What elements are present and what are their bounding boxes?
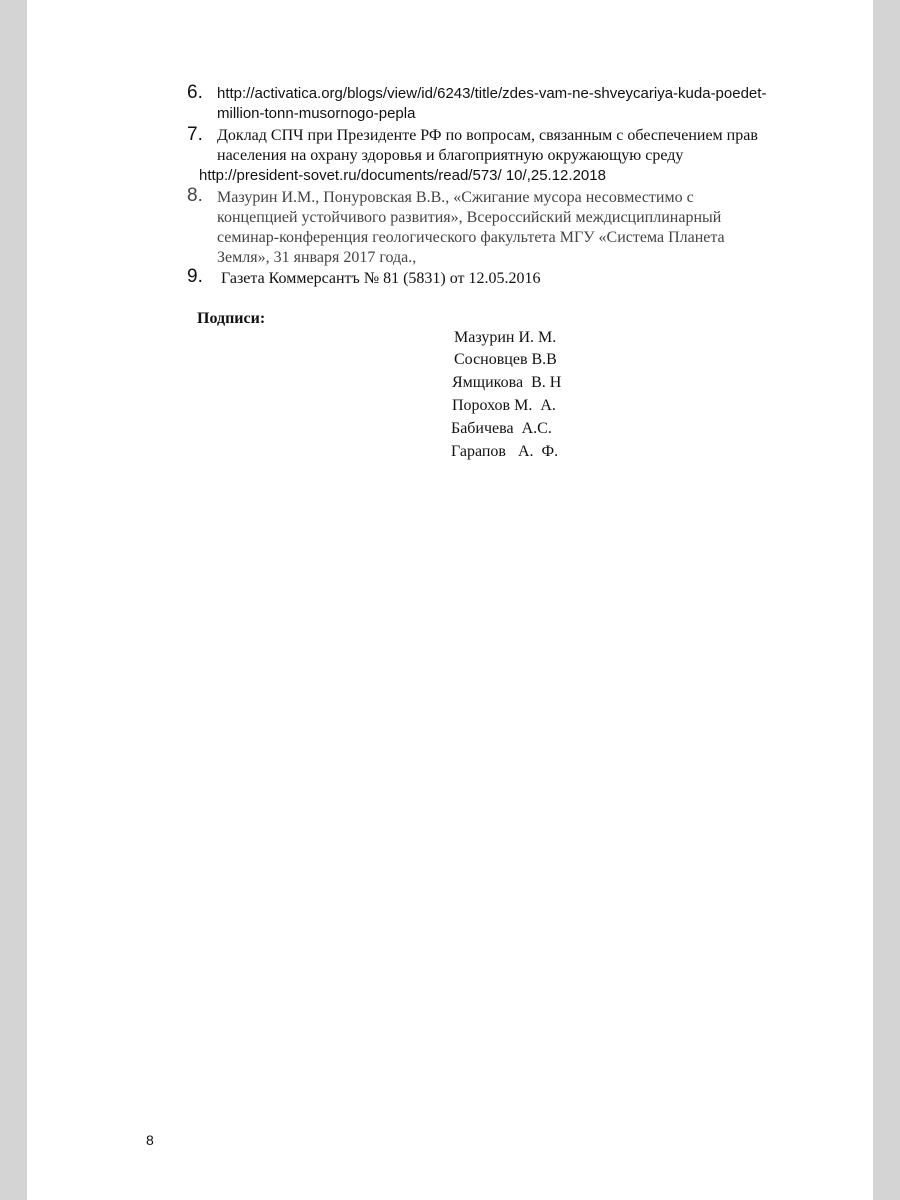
reference-text <box>217 126 758 166</box>
reference-number: 9. <box>187 266 203 287</box>
reference-number: 7. <box>187 124 203 145</box>
reference-text <box>217 84 766 124</box>
reference-line: http://activatica.org/blogs/view/id/6243/title/zdes-vam-ne-shveycariya-kuda-poedet- <box>217 85 767 102</box>
document-page <box>27 0 873 1200</box>
reference-line: Газета Коммерсантъ № 81 (5831) от 12.05.2016 <box>221 270 541 287</box>
page-number: 8 <box>146 1132 154 1148</box>
reference-text <box>221 269 541 289</box>
reference-line: семинар-конференция геологического факультета МГУ «Система Планета <box>217 229 725 246</box>
reference-number: 6. <box>187 82 203 103</box>
signature-name: Сосновцев В.В <box>454 351 557 368</box>
reference-text <box>217 188 725 268</box>
reference-line: Земля», 31 января 2017 года., <box>217 249 417 266</box>
signatures-heading: Подписи: <box>197 310 266 327</box>
reference-line: Доклад СПЧ при Президенте РФ по вопросам, связанным с обеспечением прав <box>217 127 758 144</box>
signature-name: Бабичева А.С. <box>451 420 552 437</box>
reference-line: million-tonn-musornogo-pepla <box>217 105 416 122</box>
signature-name: Ямщикова В. Н <box>452 374 562 391</box>
signature-name: Гарапов А. Ф. <box>451 443 559 460</box>
reference-line: Мазурин И.М., Понуровская В.В., «Сжигание мусора несовместимо с <box>217 189 694 206</box>
signature-name: Порохов М. А. <box>452 397 556 414</box>
reference-line: населения на охрану здоровья и благоприятную окружающую среду <box>217 147 684 164</box>
reference-url-text: http://president-sovet.ru/documents/read/573/ 10/,25.12.2018 <box>199 167 606 184</box>
reference-number: 8. <box>187 185 203 206</box>
reference-url <box>199 166 606 186</box>
signature-name: Мазурин И. М. <box>454 329 557 346</box>
reference-line: концепцией устойчивого развития», Всероссийский междисциплинарный <box>217 209 722 226</box>
